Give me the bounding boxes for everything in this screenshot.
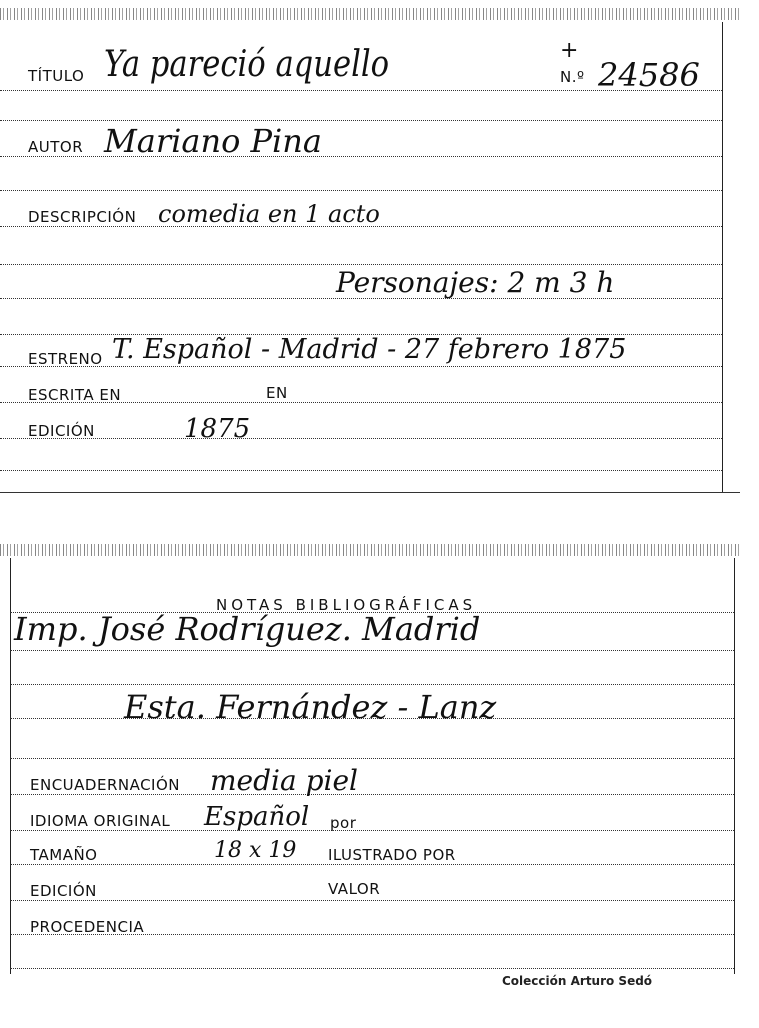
rule-line: [10, 968, 734, 969]
personajes-value: Personajes: 2 m 3 h: [336, 266, 615, 299]
autor-value: Mariano Pina: [104, 122, 322, 160]
edicion-value: 1875: [184, 414, 251, 444]
rule-line: [0, 190, 722, 191]
numero-value: 24586: [598, 56, 700, 94]
titulo-value: Ya pareció aquello: [104, 44, 390, 85]
procedencia-label: PROCEDENCIA: [30, 918, 145, 936]
rule-line: [10, 864, 734, 865]
card-border-bottom: [0, 492, 740, 493]
descripcion-value: comedia en 1 acto: [158, 200, 380, 228]
notes-line-2: Esta. Fernández - Lanz: [124, 688, 497, 726]
scan-noise-edge: [0, 8, 740, 20]
rule-line: [0, 438, 722, 439]
descripcion-label: DESCRIPCIÓN: [28, 208, 137, 226]
scan-noise-edge: [0, 544, 740, 556]
card-border-right: [722, 22, 723, 492]
escrita-en-label: ESCRITA EN: [28, 386, 122, 404]
por-label: por: [330, 814, 357, 832]
idioma-label: IDIOMA ORIGINAL: [30, 812, 171, 830]
rule-line: [0, 120, 722, 121]
en-label: EN: [266, 384, 288, 402]
rule-line: [0, 470, 722, 471]
card-border-left: [10, 558, 11, 974]
rule-line: [10, 758, 734, 759]
edicion-label: EDICIÓN: [28, 422, 95, 440]
encuadernacion-label: ENCUADERNACIÓN: [30, 776, 181, 794]
card-border-right: [734, 558, 735, 974]
rule-line: [10, 684, 734, 685]
ilustrado-label: ILUSTRADO POR: [328, 846, 456, 864]
estreno-label: ESTRENO: [28, 350, 103, 368]
autor-label: AUTOR: [28, 138, 84, 156]
catalog-card-bottom: [0, 544, 740, 974]
number-mark: +: [560, 38, 579, 63]
notas-heading: NOTAS BIBLIOGRÁFICAS: [216, 596, 477, 614]
valor-label: VALOR: [328, 880, 381, 898]
titulo-label: TÍTULO: [28, 67, 85, 85]
rule-line: [0, 366, 722, 367]
numero-label: N.º: [560, 68, 585, 86]
tamano-label: TAMAÑO: [30, 846, 98, 864]
estreno-value: T. Español - Madrid - 27 febrero 1875: [112, 334, 627, 365]
edicion-label-bottom: EDICIÓN: [30, 882, 97, 900]
rule-line: [10, 650, 734, 651]
tamano-value: 18 x 19: [214, 838, 297, 863]
rule-line: [10, 794, 734, 795]
rule-line: [10, 900, 734, 901]
rule-line: [0, 264, 722, 265]
idioma-value: Español: [204, 802, 310, 832]
encuadernacion-value: media piel: [210, 764, 358, 797]
rule-line: [10, 830, 734, 831]
collection-caption: Colección Arturo Sedó: [502, 974, 653, 988]
catalog-card-top: [0, 8, 740, 494]
notes-line-1: Imp. José Rodríguez. Madrid: [14, 610, 481, 648]
